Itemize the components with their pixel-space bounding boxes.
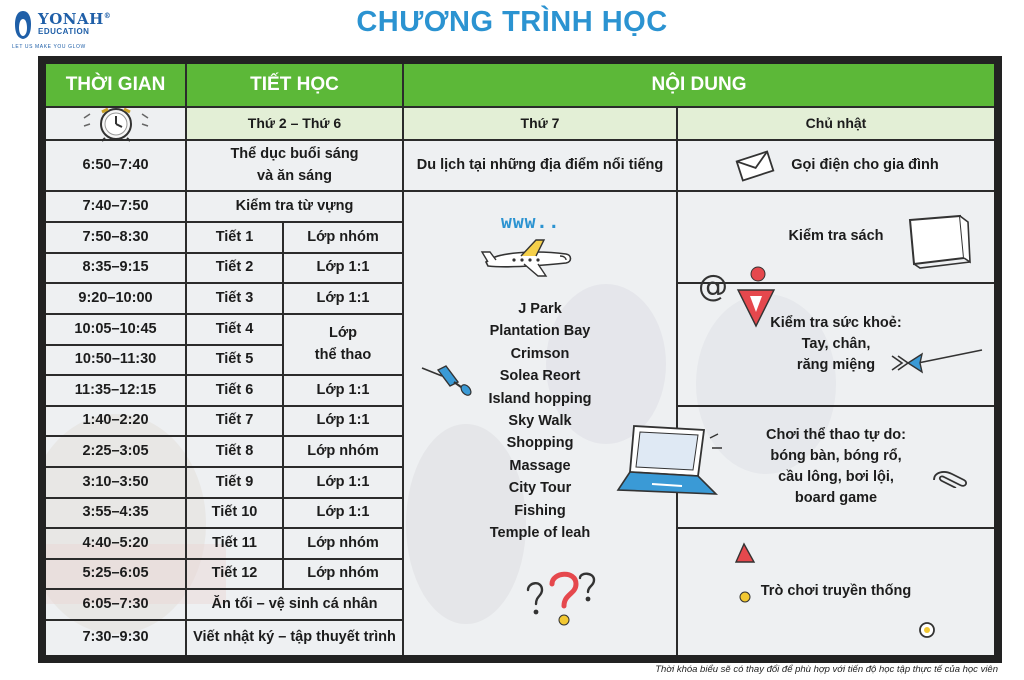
paperclip-icon bbox=[930, 462, 970, 488]
class-type-cell: Lớp nhóm bbox=[307, 534, 379, 551]
time-cell: 7:30–9:30 bbox=[82, 629, 149, 646]
day-weekday: Thứ 2 – Thứ 6 bbox=[187, 108, 402, 139]
period-cell: Tiết 8 bbox=[215, 442, 254, 459]
grid-line bbox=[46, 558, 402, 560]
envelope-icon bbox=[733, 149, 777, 183]
class-type-cell: Lớp 1:1 bbox=[316, 504, 370, 521]
class-type-cell: Lớp nhóm bbox=[307, 442, 379, 459]
class-type-cell: Lớp 1:1 bbox=[316, 259, 370, 276]
header-time: THỜI GIAN bbox=[46, 64, 185, 106]
place-item: Solea Reort bbox=[499, 368, 581, 385]
grid-line bbox=[46, 106, 994, 108]
time-cell: 9:20–10:00 bbox=[78, 289, 153, 306]
page-title: CHƯƠNG TRÌNH HỌC bbox=[356, 6, 668, 38]
grid-line bbox=[46, 374, 402, 376]
period-cell: Tiết 12 bbox=[211, 565, 258, 582]
brand-name: YONAH® bbox=[38, 10, 112, 28]
time-cell: 11:35–12:15 bbox=[74, 381, 157, 398]
email-symbols-icon bbox=[698, 264, 780, 330]
period-cell: Tiết 2 bbox=[215, 259, 254, 276]
grid-line bbox=[46, 313, 402, 315]
clock-cell bbox=[46, 108, 185, 139]
grid-line bbox=[46, 435, 402, 437]
pushpin-icon bbox=[420, 360, 472, 398]
time-cell: 6:50–7:40 bbox=[82, 156, 149, 173]
place-item: Island hopping bbox=[488, 390, 592, 407]
class-type-cell: Lớp nhóm bbox=[307, 228, 379, 245]
period-cell: Tiết 1 bbox=[215, 228, 254, 245]
health-line: răng miệng bbox=[796, 357, 876, 373]
time-cell: 2:25–3:05 bbox=[82, 442, 149, 459]
alarm-clock-icon bbox=[78, 106, 154, 142]
grid-line bbox=[46, 405, 402, 407]
time-cell: 10:50–11:30 bbox=[74, 351, 157, 368]
grid-line bbox=[676, 106, 678, 655]
footnote: Thời khóa biểu sẽ có thay đổi để phù hợp với tiến độ học tập thực tế của học viên bbox=[655, 664, 998, 675]
sunday-traditional-cell: Trò chơi truyền thống bbox=[760, 583, 912, 600]
sports-class-cell bbox=[284, 315, 402, 374]
class-type-cell: Lớp 1:1 bbox=[316, 412, 370, 429]
time-cell: 10:05–10:45 bbox=[74, 320, 157, 337]
class-type-cell: Lớp nhóm bbox=[307, 565, 379, 582]
sports-line: board game bbox=[794, 490, 878, 507]
period-cell: Tiết 9 bbox=[215, 473, 254, 490]
triangle-icon bbox=[732, 542, 758, 566]
class-type-cell: Lớp 1:1 bbox=[316, 473, 370, 490]
period-cell: Tiết 3 bbox=[215, 289, 254, 306]
vocab-cell: Kiểm tra từ vựng bbox=[235, 197, 354, 214]
sports-class-line-1: Lớp bbox=[328, 325, 358, 342]
arrow-icon bbox=[888, 346, 984, 380]
grid-line bbox=[185, 64, 187, 655]
header-period: TIẾT HỌC bbox=[187, 64, 402, 106]
place-item: Temple of leah bbox=[489, 525, 591, 542]
grid-line bbox=[46, 139, 994, 141]
place-item: Massage bbox=[509, 457, 571, 474]
sports-class-line-2: thể thao bbox=[314, 346, 372, 363]
grid-line bbox=[46, 344, 284, 346]
period-cell: Tiết 6 bbox=[215, 381, 254, 398]
grid-line bbox=[676, 527, 994, 529]
place-item: Sky Walk bbox=[508, 413, 572, 430]
grid-line bbox=[46, 252, 402, 254]
schedule-frame bbox=[38, 56, 1002, 663]
grid-line bbox=[402, 64, 404, 655]
period-cell: Tiết 7 bbox=[215, 412, 254, 429]
www-doodle: www.. bbox=[501, 212, 561, 233]
grid-line bbox=[46, 466, 402, 468]
dot-icon bbox=[738, 590, 752, 604]
place-item: City Tour bbox=[508, 480, 572, 497]
sports-line: cầu lông, bơi lội, bbox=[778, 469, 894, 485]
time-cell: 7:40–7:50 bbox=[82, 197, 149, 214]
place-item: Crimson bbox=[510, 345, 570, 362]
svg-text:@: @ bbox=[698, 269, 728, 304]
place-item: J Park bbox=[518, 301, 562, 317]
time-cell: 1:40–2:20 bbox=[82, 412, 149, 429]
grid-line bbox=[46, 221, 402, 223]
time-cell: 6:05–7:30 bbox=[82, 595, 149, 612]
day-saturday: Thứ 7 bbox=[404, 108, 676, 139]
sunday-books-cell: Kiểm tra sách bbox=[788, 228, 884, 245]
period-cell: Tiết 4 bbox=[215, 320, 254, 337]
call-family-text: Gọi điện cho gia đình bbox=[791, 156, 939, 173]
place-item: Shopping bbox=[506, 435, 574, 452]
grid-line bbox=[46, 527, 402, 529]
sports-line: Chơi thể thao tự do: bbox=[765, 426, 906, 443]
header-content: NỘI DUNG bbox=[404, 64, 994, 106]
period-cell: Tiết 10 bbox=[211, 504, 258, 521]
journal-cell: Viết nhật ký – tập thuyết trình bbox=[193, 629, 396, 646]
brand-tagline: LET US MAKE YOU GLOW bbox=[12, 44, 86, 50]
breakfast-line-2: và ăn sáng bbox=[257, 167, 332, 184]
schedule-table bbox=[46, 64, 994, 655]
grid-line bbox=[46, 497, 402, 499]
breakfast-cell bbox=[187, 141, 402, 190]
health-line: Kiểm tra sức khoẻ: bbox=[770, 314, 902, 331]
health-line: Tay, chân, bbox=[801, 335, 871, 352]
saturday-morning-cell: Du lịch tại những địa điểm nổi tiếng bbox=[416, 156, 664, 173]
book-icon bbox=[902, 212, 972, 270]
period-cell: Tiết 5 bbox=[215, 351, 254, 368]
place-item: Plantation Bay bbox=[489, 323, 591, 340]
time-cell: 5:25–6:05 bbox=[82, 565, 149, 582]
place-item: Fishing bbox=[514, 502, 566, 519]
sunday-call-cell bbox=[678, 141, 994, 190]
time-cell: 4:40–5:20 bbox=[82, 534, 149, 551]
time-cell: 3:55–4:35 bbox=[82, 504, 149, 521]
grid-line bbox=[46, 282, 402, 284]
day-sunday: Chủ nhật bbox=[678, 108, 994, 139]
brand-sub: EDUCATION bbox=[38, 27, 90, 36]
laptop-icon bbox=[612, 420, 724, 504]
dot-icon bbox=[916, 619, 938, 641]
period-cell: Tiết 11 bbox=[212, 534, 257, 551]
class-type-cell: Lớp 1:1 bbox=[316, 289, 370, 306]
question-marks-icon bbox=[516, 564, 606, 634]
dinner-cell: Ăn tối – vệ sinh cá nhân bbox=[211, 595, 378, 612]
time-cell: 7:50–8:30 bbox=[82, 228, 149, 245]
sports-line: bóng bàn, bóng rổ, bbox=[770, 447, 902, 464]
time-cell: 8:35–9:15 bbox=[82, 259, 149, 276]
grid-line bbox=[46, 190, 994, 192]
grid-line bbox=[46, 619, 402, 621]
breakfast-line-1: Thể dục buổi sáng bbox=[230, 146, 359, 163]
airplane-icon bbox=[476, 232, 576, 282]
grid-line bbox=[676, 405, 994, 407]
class-type-cell: Lớp 1:1 bbox=[316, 381, 370, 398]
time-cell: 3:10–3:50 bbox=[82, 473, 149, 490]
grid-line bbox=[46, 588, 402, 590]
